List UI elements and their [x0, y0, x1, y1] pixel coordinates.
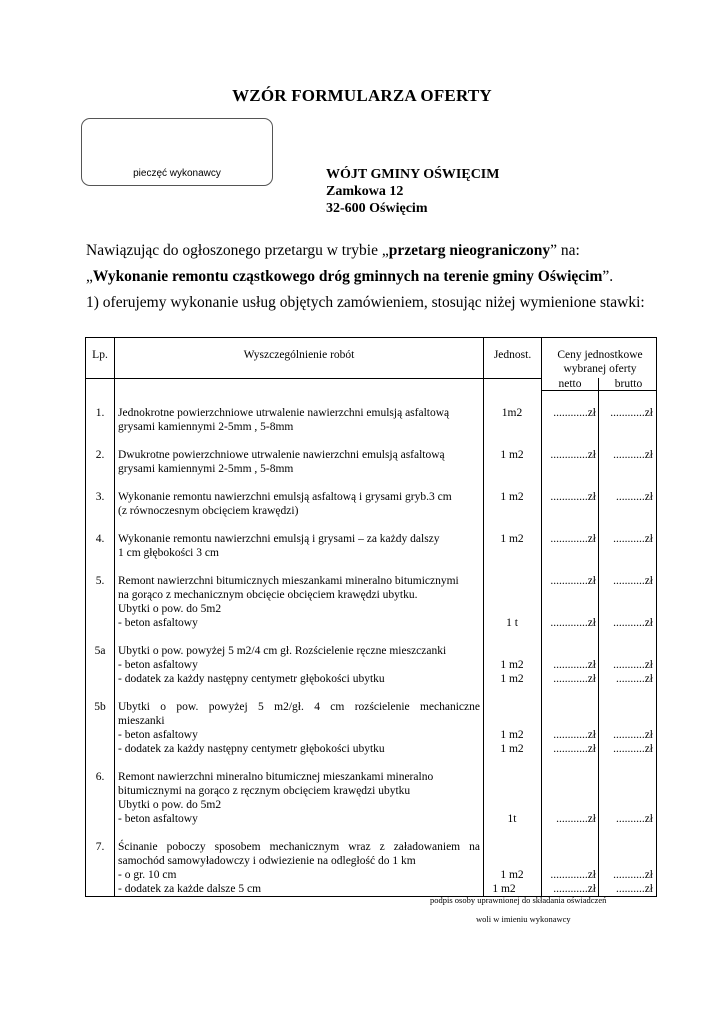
row-7-gross-price-2: ..........zł — [615, 883, 653, 895]
column-divider — [541, 338, 542, 896]
row-5a-unit-2: 1 m2 — [500, 673, 524, 685]
row-2-gross-price: ...........zł — [613, 449, 653, 461]
row-7-gross-price: ...........zł — [613, 869, 653, 881]
header-prices-sub: wybranej oferty — [563, 363, 637, 375]
recipient-name: WÓJT GMINY OŚWIĘCIM — [326, 167, 500, 182]
row-2-unit: 1 m2 — [500, 449, 524, 461]
signature-caption: podpis osoby uprawnionej do składania oświadczeń — [430, 895, 607, 905]
signature-caption-2: woli w imieniu wykonawcy — [476, 914, 571, 924]
intro-line-3: 1) oferujemy wykonanie usług objętych zamówieniem, stosując niżej wymienione stawki: — [86, 294, 645, 311]
recipient-city: 32-600 Oświęcim — [326, 201, 428, 216]
row-3-unit: 1 m2 — [500, 491, 524, 503]
row-5a-gross-price-2: ..........zł — [615, 673, 653, 685]
recipient-address — [326, 166, 499, 217]
row-7-description: Ścinanie poboczy sposobem mechanicznym wraz z załadowaniem na samochód samowyładowczy i odwiezienie na odległość do 1 km - o gr. 10 cm - dodatek za każde dalsze 5 cm — [118, 841, 480, 895]
row-4-gross-price: ...........zł — [613, 533, 653, 545]
row-5b-unit: 1 m2 — [500, 729, 524, 741]
row-5a-gross-price: ...........zł — [613, 659, 653, 671]
header-description: Wyszczególnienie robót — [243, 349, 355, 361]
stamp-label: pieczęć wykonawcy — [133, 168, 221, 179]
row-6-lp: 6. — [95, 771, 105, 783]
row-4-unit: 1 m2 — [500, 533, 524, 545]
row-3-description: Wykonanie remontu nawierzchni emulsją asfaltową i grysami gryb.3 cm (z równoczesnym obcięciem krawędzi) — [118, 491, 452, 517]
row-6-unit: 1t — [507, 813, 517, 825]
row-5a-description: Ubytki o pow. powyżej 5 m2/4 cm gł. Rozścielenie ręczne mieszczanki - beton asfaltowy - dodatek za każdy następny centymetr głębokości ubytku — [118, 645, 447, 685]
row-7-unit: 1 m2 — [500, 869, 524, 881]
row-4-net-price: .............zł — [550, 533, 596, 545]
row-5b-gross-price-2: ...........zł — [613, 743, 653, 755]
column-divider — [114, 338, 115, 896]
row-5a-net-price-2: ............zł — [553, 673, 596, 685]
row-5-net-price: .............zł — [550, 575, 596, 587]
row-4-lp: 4. — [95, 533, 105, 545]
row-5a-lp: 5a — [94, 645, 106, 657]
row-3-net-price: .............zł — [550, 491, 596, 503]
row-6-gross-price: ..........zł — [615, 813, 653, 825]
row-1-description: Jednokrotne powierzchniowe utrwalenie nawierzchni emulsją asfaltową grysami kamiennymi 2-5mm , 5-8mm — [118, 407, 450, 433]
intro-line-1: Nawiązując do ogłoszonego przetargu w trybie „przetarg nieograniczony” na: — [86, 242, 580, 259]
row-5-gross-price-2: ...........zł — [613, 617, 653, 629]
header-lp: Lp. — [92, 349, 108, 361]
recipient-street: Zamkowa 12 — [326, 184, 404, 199]
header-gross: brutto — [614, 378, 643, 390]
contractor-stamp-box — [81, 118, 273, 186]
row-5b-net-price-2: ............zł — [553, 743, 596, 755]
row-2-description: Dwukrotne powierzchniowe utrwalenie nawierzchni emulsją asfaltową grysami kamiennymi 2-5mm , 5-8mm — [118, 449, 445, 475]
row-7-unit-2: 1 m2 — [492, 883, 516, 895]
row-1-lp: 1. — [95, 407, 105, 419]
row-5b-description: Ubytki o pow. powyżej 5 m2/gł. 4 cm rozścielenie mechaniczne mieszanki - beton asfaltowy - dodatek za każdy następny centymetr głębokości ubytku — [118, 701, 480, 755]
row-5a-unit: 1 m2 — [500, 659, 524, 671]
row-5b-net-price: ............zł — [553, 729, 596, 741]
header-prices: Ceny jednostkowe — [557, 349, 643, 361]
column-divider — [598, 378, 599, 896]
row-1-net-price: ............zł — [553, 407, 596, 419]
row-5-unit: 1 t — [506, 617, 518, 629]
row-4-description: Wykonanie remontu nawierzchni emulsją i grysami – za każdy dalszy 1 cm głębokości 3 cm — [118, 533, 440, 559]
row-5-net-price-2: .............zł — [550, 617, 596, 629]
intro-paragraph — [86, 238, 686, 316]
row-7-net-price: .............zł — [550, 869, 596, 881]
row-3-gross-price: ..........zł — [615, 491, 653, 503]
row-5b-gross-price: ...........zł — [613, 729, 653, 741]
header-divider — [86, 378, 541, 379]
row-5a-net-price: ............zł — [553, 659, 596, 671]
header-net: netto — [558, 378, 582, 390]
price-table — [85, 337, 657, 897]
row-7-lp: 7. — [95, 841, 105, 853]
row-2-lp: 2. — [95, 449, 105, 461]
row-6-description: Remont nawierzchni mineralno bitumicznej mieszankami mineralno bitumicznymi na gorąco z ręcznym obcięciem krawędzi ubytku Ubytki o pow. do 5m2 - beton asfaltowy — [118, 771, 434, 825]
document-title: WZÓR FORMULARZA OFERTY — [232, 86, 492, 105]
header-unit: Jednost. — [493, 349, 532, 361]
intro-line-2: „Wykonanie remontu cząstkowego dróg gminnych na terenie gminy Oświęcim”. — [86, 268, 614, 285]
row-5-description: Remont nawierzchni bitumicznych mieszankami mineralno bitumicznymi na gorąco z mechanicznym obcięcie obcięciem krawędzi ubytku. Ubytki o pow. do 5m2 - beton asfaltowy — [118, 575, 459, 629]
row-5b-lp: 5b — [94, 701, 106, 713]
row-3-lp: 3. — [95, 491, 105, 503]
row-6-net-price: ...........zł — [556, 813, 596, 825]
row-1-unit: 1m2 — [501, 407, 523, 419]
row-5b-unit-2: 1 m2 — [500, 743, 524, 755]
row-5-gross-price: ...........zł — [613, 575, 653, 587]
row-1-gross-price: ............zł — [610, 407, 653, 419]
row-2-net-price: .............zł — [550, 449, 596, 461]
row-5-lp: 5. — [95, 575, 105, 587]
row-7-net-price-2: ............zł — [553, 883, 596, 895]
